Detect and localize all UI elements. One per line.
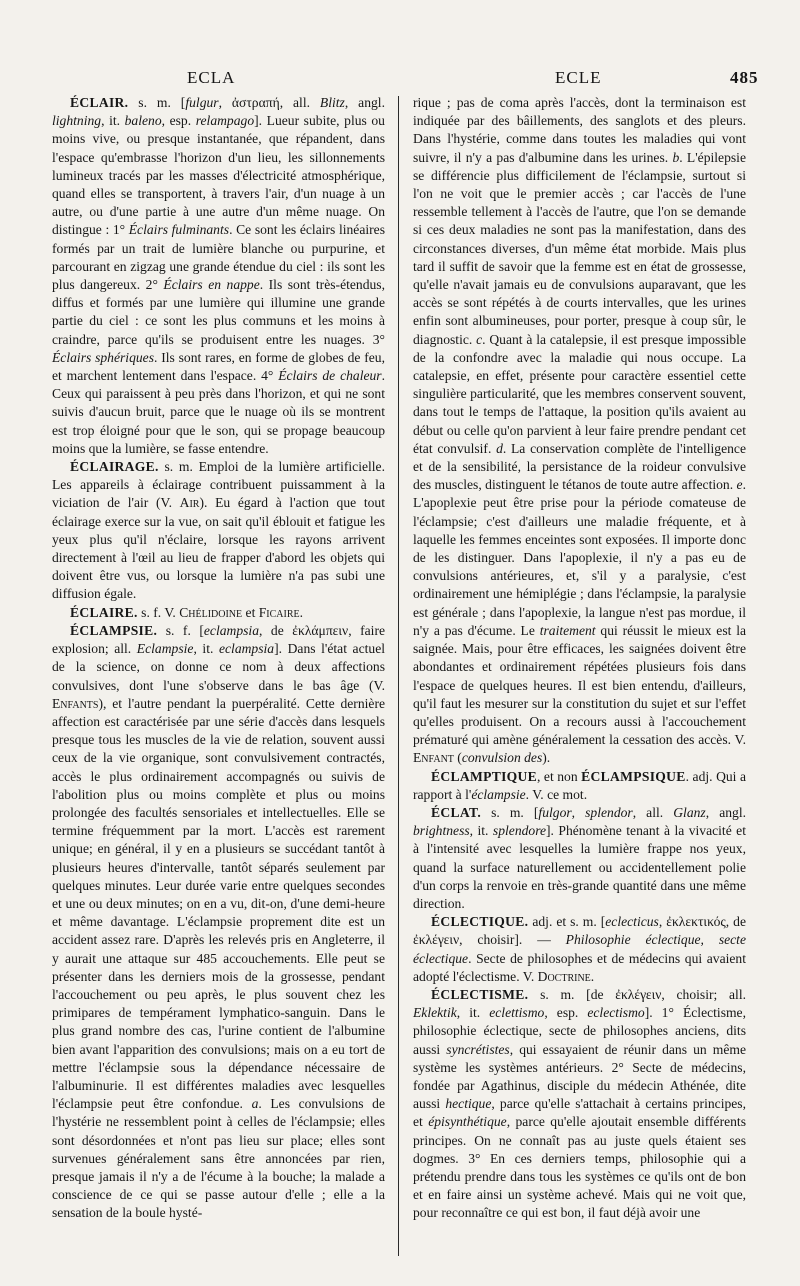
entry-text: ]. 1° Éclectisme, philosophie éclectique, secte de philosophes anciens, dits aussi (413, 1005, 746, 1057)
etymology-word: eclettismo (489, 1005, 545, 1021)
italic-term: Éclairs sphériques (52, 349, 154, 365)
headword: ÉCLECTISME. (431, 986, 529, 1002)
headword-variant: ÉCLAMPSIQUE (581, 768, 686, 784)
entry-text: ]. Phénomène tenant à la vivacité et à l'intensité avec lesquelles la lumière frappe nos yeux, quand la surface naturellement ou accidentellement polie d'un corps la renvoie en très-grande quantité dans une même direction. (413, 823, 746, 911)
entry-eclectisme (413, 986, 746, 1223)
italic-term: Éclairs en nappe (163, 277, 260, 293)
headword: ÉCLAIRAGE. (70, 459, 159, 475)
etymology-word: Eclampsie (136, 641, 194, 657)
entry-text: s. m. [de ἐκλέγειν, choisir; all. (528, 986, 746, 1002)
entry-text: . Les convulsions de l'hystérie ne ressemblent point à celles de l'éclampsie; elles sont désordonnées et n'ont pas lieu sur place; elles sont survenues généralement sans être annoncées par rien, presque jamais il n'y a de l'écume à la bouche; la malade a conscience de ce qui se passe autour d'elle ; elle a la sensation de la boule hysté- (52, 1096, 385, 1221)
italic-term: syncrétistes (446, 1041, 510, 1057)
italic-term: Éclairs de chaleur (278, 368, 382, 384)
entry-text: , it. (469, 823, 493, 839)
entry-text: , parce qu'elle ajoutait ensemble différents principes. On ne connaît pas au juste quels étaient ses dogmes. 3° En ces derniers temps, philosophie qui a prétendu prendre dans tous les systèmes ce qu'ils ont de bon et en faire ainsi un système achevé. Mais qui ne voit que, pour reconnaître ce qui est bon, il faut déjà avoir une (413, 1114, 746, 1221)
entry-text: , esp. (544, 1005, 588, 1021)
entry-text: s. f. [ (157, 622, 204, 638)
italic-term: épisynthétique (428, 1114, 507, 1130)
entry-text: et (242, 604, 259, 620)
etymology-word: relampago (195, 113, 255, 129)
list-letter: c (476, 331, 483, 347)
headword: ÉCLAIR. (70, 95, 129, 110)
left-column (52, 94, 385, 1223)
cross-reference: Ficaire (258, 604, 300, 620)
italic-term: convulsion des (461, 750, 543, 766)
list-letter: a (251, 1096, 259, 1112)
entry-text: , et non (537, 768, 582, 784)
entry-eclampsie-continued (413, 94, 746, 768)
headword: ÉCLECTIQUE. (431, 914, 529, 930)
etymology-word: Blitz (319, 95, 345, 110)
headword: ÉCLAMPTIQUE (431, 768, 538, 784)
etymology-word: eclampsia (203, 622, 260, 638)
etymology-word: brightness (413, 823, 470, 839)
entry-text: . L'apoplexie peut être prise pour la période comateuse de l'éclampsie; c'est d'ailleurs une maladie fréquente, et à laquelle les femmes enceintes sont exposées. Il importe donc de les distinguer. Dans l'apoplexie, il n'y a pas eu de convulsions antérieures, et, s'il y a paralysie, c'est ordinairement une hémiplégie ; dans l'éclampsie, la paralysie est générale ; dans l'apoplexie, la langue n'est pas mordue, il n'y a pas d'écume. Le (413, 477, 746, 638)
entry-text: ( (453, 750, 462, 766)
headword: ÉCLAIRE. (70, 604, 138, 620)
etymology-word: splendor (585, 804, 633, 820)
italic-term: traitement (539, 622, 596, 638)
list-letter: e (736, 477, 743, 493)
etymology-word: Eklektik (413, 1005, 457, 1021)
italic-term: Philosophie éclectique, secte éclectique (413, 932, 746, 966)
entry-text: . Ceux qui paraissent à peu près dans l'horizon, et qui ne sont suivis d'aucun bruit, parce que le nuage où ils se montrent est trop éloigné pour que le son, qui se propage beaucoup moins que la lumière, se fasse entendre. (52, 368, 385, 456)
entry-text: . Quant à la catalepsie, il est presque impossible de la confondre avec la maladie qui nous occupe. La catalepsie, en effet, présente pour caractère essentiel cette singulière particularité, que les membres conservent souvent, dans tout le temps de l'attaque, la position qu'ils avaient au début ou celle qu'on parvient à leur faire prendre pendant cet état convulsif. (413, 331, 746, 456)
etymology-word: eclectismo (587, 1005, 645, 1021)
entry-text: . L'épilepsie se différencie plus difficilement de l'éclampsie, surtout si l'on ne voit que le premier accès ; car l'accès de l'une ressemble tellement à l'accès de l'autre, que l'on se demande si ces deux maladies ne sont pas la manifestation, dans des circonstances diverses, d'un même état morbide. Mais plus tard il suffit de savoir que la femme est en état de grossesse, qu'elle n'avait jamais eu de convulsions auparavant, que les accès se sont répétés à de courts intervalles, que les urines enfin sont albumineuses, pour porter, presque à coup sûr, le diagnostic. (413, 149, 746, 347)
entry-text: ), et l'autre pendant la puerpéralité. Cette dernière affection est caractérisée par une série d'accès dans lesquels presque tous les muscles de la vie de relation, souvent aussi ceux de la vie organique, sont convulsivement contractés, accès le plus ordinairement accompagnés ou suivis de l'abolition plus ou moins complète et plus ou moins prolongée des facultés sensoriales et intellectuelles. Elle se termine fréquemment par la mort. L'accès est rarement unique; en général, il y en a plusieurs se succédant tantôt à plusieurs heures d'intervalle, tantôt séparés seulement par quelques minutes. Leur durée varie entre quelques secondes et une ou deux minutes; on en a vu, dit-on, d'une demi-heure et même davantage. L'éclampsie proprement dite est un accident assez rare. D'après les relevés pris en Angleterre, il y aurait une attaque sur 485 accouchements. Elle peut se présenter dans les derniers mois de la grossesse, pendant l'accouchement ou peu après, le plus souvent chez les primipares de tempérament lymphatico-sanguin. Dans le plus grand nombre des cas, l'urine contient de l'albumine bien avant l'apparition des convulsions; mais on a eu tort de mettre l'éclampsie sous la dépendance nécessaire de l'albuminurie. Il est différentes maladies avec lesquelles l'éclampsie peut être confondue. (52, 695, 385, 1112)
italic-term: Éclairs fulminants (128, 222, 230, 238)
entry-text: s. m. Emploi de la lumière artificielle. Les appareils à éclairage contribuent puissamment à la viciation de l'air (V. (52, 459, 385, 511)
etymology-word: fulgor (538, 804, 572, 820)
entry-text: ]. Dans l'état actuel de la science, on donne ce nom à deux affections convulsives, dont l'une s'observe dans le bas âge (V. (52, 641, 386, 693)
entry-eclairage (52, 458, 385, 604)
etymology-word: splendore (492, 823, 547, 839)
right-column (413, 94, 746, 1223)
entry-text: , parce qu'elle s'attachait à certains principes, et (413, 1096, 746, 1130)
cross-reference: Enfants (52, 695, 99, 711)
entry-text: . Ce sont les éclairs linéaires formés par un trait de lumière blanche ou purpurine, et parcourant en zigzag une grande étendue du ciel : ils sont les plus dangereux. 2° (52, 222, 385, 293)
entry-text: s. f. V. (137, 604, 180, 620)
headword: ÉCLAT. (431, 804, 482, 820)
headword: ÉCLAMPSIE. (70, 622, 158, 638)
entry-text: , ἐκλεκτικός, de ἐκλέγειν, choisir]. — (413, 914, 747, 948)
entry-text: , ἀστραπή, all. (218, 95, 320, 110)
etymology-word: Glanz (673, 804, 706, 820)
entry-text: . (299, 604, 304, 620)
entry-eclat (413, 804, 746, 913)
italic-term: hectique (445, 1096, 492, 1112)
list-letter: b (672, 149, 680, 165)
entry-text: , it. (193, 641, 219, 657)
entry-text: s. m. [ (481, 804, 539, 820)
cross-reference: Air (179, 495, 200, 511)
etymology-word: eclecticus (605, 914, 659, 930)
list-letter: d (496, 440, 503, 456)
entry-text: , qui essayaient de réunir dans un même système les systèmes antérieurs. 2° Secte de médecins, fondée par Agathinus, disciple du médecin Athénée, dite aussi (413, 1041, 746, 1112)
entry-text: , (571, 804, 586, 820)
italic-term: éclampsie (471, 786, 526, 802)
entry-text: ). (542, 750, 551, 766)
entry-eclectique (413, 913, 746, 986)
entry-text: , angl. (344, 95, 385, 110)
header-left-guide-word: ECLA (187, 68, 236, 87)
entry-text: , angl. (705, 804, 746, 820)
etymology-word: fulgur (185, 95, 219, 110)
entry-text: . V. ce mot. (525, 786, 588, 802)
etymology-word: eclampsia (218, 641, 275, 657)
etymology-word: lightning (52, 113, 102, 129)
entry-text: ]. Lueur subite, plus ou moins vive, ou presque instantanée, que répandent, dans l'espace qu'embrasse l'horizon d'un lieu, les sillonnements lumineux tracés par les masses d'électricité atmosphérique, quand elles se transportent, à travers l'air, d'un nuage à un autre, ou d'une partie à une autre d'un même nuage. On distingue : 1° (52, 113, 385, 238)
entry-text: . La conservation complète de l'intelligence et de la sensibilité, la persistance de la roideur convulsive des muscles, distinguent le tétanos de toute autre affection. (413, 440, 746, 493)
entry-text: ). Eu égard à l'action que tout éclairage exerce sur la vue, on sait qu'il éblouit et fatigue les yeux plus qu'il n'éclaire, lorsque les rayons arrivent directement à l'œil au lieu de frapper d'abord les objets qui doivent être vus, ou lorsque la lumière n'a pas subi une diffusion égale. (52, 495, 385, 602)
entry-eclampsie (52, 622, 385, 1223)
entry-eclair (52, 94, 385, 458)
entry-text: . (590, 968, 595, 984)
entry-text: adj. et s. m. [ (528, 914, 606, 930)
entry-text: . adj. Qui a rapport à l' (413, 768, 746, 802)
entry-text: , all. (632, 804, 674, 820)
column-divider (398, 96, 399, 1256)
entry-text: qui réussit le mieux est la saignée. Mais, pour être efficaces, les saignées doivent être abondantes et ordinairement répétées plusieurs fois dans l'espace de quelques heures. Il est bien entendu, d'ailleurs, qu'il faut les mesurer sur la constitution du sujet et sur l'effet qu'elles produisent. On a recours aussi à l'accouchement prématuré qui amène généralement la cessation des accès. V. (413, 622, 746, 748)
header-right-guide-word: ECLE (555, 68, 602, 87)
entry-text: . Ils sont rares, en forme de globes de feu, et marchent lentement dans l'espace. 4° (52, 349, 385, 384)
entry-text: , esp. (161, 113, 196, 129)
entry-text: . Secte de philosophes et de médecins qui avaient adopté l'éclectisme. V. (413, 950, 746, 984)
entry-text: s. m. [ (128, 95, 186, 110)
cross-reference: Chélidoine (179, 604, 243, 620)
entry-text: rique ; pas de coma après l'accès, dont la terminaison est indiquée par des bâillements, des sanglots et des pleurs. Dans l'hystérie, comme dans toutes les maladies qui vont suivre, il n'y a pas d'albumine dans les urines. (413, 95, 746, 165)
cross-reference: Doctrine (537, 968, 591, 984)
page-number: 485 (730, 68, 759, 87)
running-header (0, 68, 800, 90)
entry-text: , it. (101, 113, 125, 129)
entry-eclaire (52, 604, 385, 622)
etymology-word: baleno (124, 113, 162, 129)
cross-reference: Enfant (413, 750, 454, 766)
entry-text: , de ἐκλάμπειν, faire explosion; all. (52, 622, 385, 657)
entry-eclamptique (413, 768, 746, 804)
entry-text: , it. (456, 1005, 490, 1021)
entry-text: . Ils sont très-étendus, diffus et formés par une lumière qui illumine une grande partie du ciel : ce sont les plus communs et les moins à craindre, parce qu'ils se produisent entre les nuages. 3° (52, 277, 385, 347)
